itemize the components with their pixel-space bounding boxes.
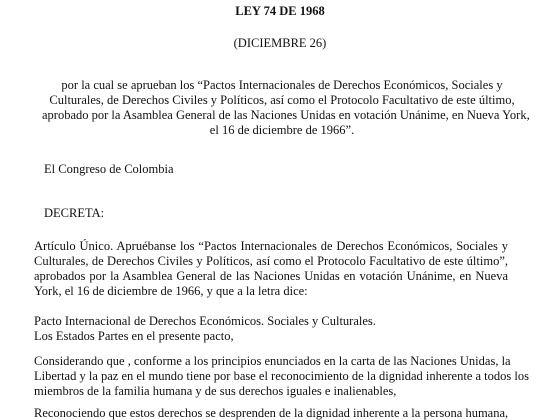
article-paragraph [34,239,508,299]
intro-paragraph [42,78,530,138]
intro-line: el 16 de diciembre de 1966”. [209,123,355,137]
intro-line: aprobado por la Asamblea General de las Naciones Unidas en votación Unánime, en Nueva York, [42,108,530,122]
considerando-line: miembros de la familia humana y de sus derechos iguales e inalienables, [34,384,397,398]
article-line: aprobados por la Asamblea General de las Naciones Unidas en votación Unánime, en Nueva [34,269,508,283]
intro-line: por la cual se aprueban los “Pactos Internacionales de Derechos Económicos, Sociales y [61,78,503,92]
law-title: LEY 74 DE 1968 [235,4,325,18]
considerando-line: Libertad y la paz en el mundo tiene por base el reconocimiento de la dignidad inherente a todos los [34,369,529,383]
article-line: York, el 16 de diciembre de 1966, y que a la letra dice: [34,284,308,298]
reconociendo-line: Reconociendo que estos derechos se desprenden de la dignidad inherente a la persona humana, [34,406,509,420]
article-line: Culturales, de Derechos Civiles y Políticos, así como el Protocolo Facultativo de este último”, [34,254,508,268]
considerando-line: Considerando que , conforme a los principios enunciados en la carta de las Naciones Unidas, la [34,354,511,368]
estados-line: Los Estados Partes en el presente pacto, [34,329,234,343]
decreta-heading: DECRETA: [44,206,105,220]
congress-line: El Congreso de Colombia [44,162,174,176]
considerando-paragraph [34,354,529,399]
article-line: Artículo Único. Apruébanse los “Pactos Internacionales de Derechos Económicos, Sociales y [34,239,508,253]
pacto-title: Pacto Internacional de Derechos Económicos. Sociales y Culturales. [34,314,376,328]
law-date: (DICIEMBRE 26) [233,36,327,50]
intro-line: Culturales, de Derechos Civiles y Políticos, así como el Protocolo Facultativo de este último, [49,93,515,107]
